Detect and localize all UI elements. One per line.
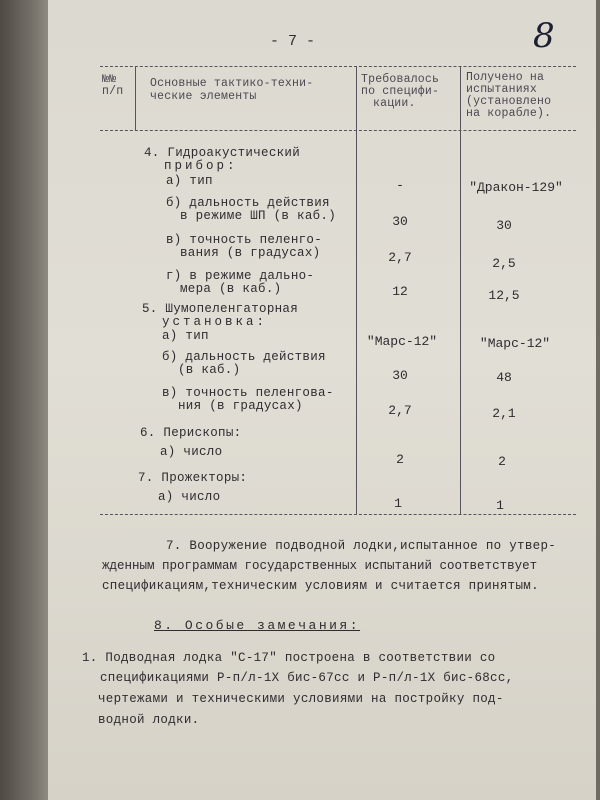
para7-line-2: жденным программам государственных испытаний соответствует: [102, 559, 538, 573]
noise-accuracy-label: в) точность пеленгова-: [162, 386, 334, 400]
noise-accuracy-required: 2,7: [388, 403, 412, 418]
noise-type-required: "Марс-12": [366, 334, 438, 349]
periscopes-count-received: 2: [498, 454, 506, 469]
header-elements-1: Основные тактико-техни-: [150, 77, 314, 90]
noise-type-received: "Марс-12": [479, 336, 551, 351]
handwritten-page-number: 8: [533, 16, 555, 56]
periscopes-count-required: 2: [396, 452, 404, 467]
sonar-type-received: "Дракон-129": [469, 180, 563, 195]
header-received-2: испытаниях: [466, 83, 538, 96]
searchlights-title: 7. Прожекторы:: [138, 471, 248, 485]
table-bottom-rule: [100, 514, 576, 515]
col-divider-num: [135, 66, 136, 130]
sonar-accuracy-label-2: вания (в градусах): [180, 246, 321, 260]
page-number: - 7 -: [270, 33, 316, 50]
sonar-rangefinder-required: 12: [392, 284, 408, 299]
sonar-range-label-2: в режиме ШП (в каб.): [180, 209, 337, 223]
sonar-type-required: -: [396, 178, 404, 193]
noise-range-label-2: (в каб.): [178, 363, 241, 377]
noise-title-2: установка:: [162, 315, 268, 329]
noise-type-label: а) тип: [162, 329, 209, 343]
remark1-line-3: чертежами и техническими условиями на постройку под-: [98, 692, 504, 706]
para7-line-3: спецификациям,техническим условиям и считается принятым.: [102, 579, 539, 593]
remark1-line-2: спецификациями Р-п/л-1Х бис-67сс и Р-п/л-1Х бис-68сс,: [100, 671, 514, 685]
header-required-3: кации.: [373, 97, 416, 110]
noise-title: 5. Шумопеленгаторная: [142, 302, 299, 316]
table-header-rule: [100, 130, 576, 131]
header-required-1: Требовалось: [361, 73, 440, 86]
table-top-rule: [100, 66, 576, 67]
para7-line-1: 7. Вооружение подводной лодки,испытанное по утвер-: [166, 539, 557, 553]
sonar-title-2: прибор:: [164, 159, 238, 173]
header-elements-2: ческие элементы: [150, 90, 257, 103]
noise-accuracy-label-2: ния (в градусах): [178, 399, 303, 413]
sonar-title: 4. Гидроакустический: [144, 146, 301, 160]
searchlights-count-label: а) число: [158, 490, 221, 504]
header-required-2: по специфи-: [361, 85, 440, 98]
sonar-range-received: 30: [496, 218, 512, 233]
header-received-4: на корабле).: [466, 107, 552, 120]
document-page: [48, 0, 596, 800]
section8-title: 8. Особые замечания:: [154, 618, 361, 633]
header-received-1: Получено на: [466, 71, 545, 84]
sonar-rangefinder-label-2: мера (в каб.): [180, 282, 282, 296]
periscopes-count-label: а) число: [160, 445, 223, 459]
noise-range-received: 48: [496, 370, 512, 385]
noise-range-required: 30: [392, 368, 408, 383]
sonar-rangefinder-label: г) в режиме дально-: [166, 269, 315, 283]
header-received-3: (установлено: [466, 95, 552, 108]
remark1-line-4: водной лодки.: [98, 713, 200, 727]
sonar-accuracy-required: 2,7: [388, 250, 412, 265]
sonar-rangefinder-received: 12,5: [488, 288, 520, 303]
sonar-accuracy-received: 2,5: [492, 256, 516, 271]
header-num-1: №№: [102, 73, 117, 86]
header-num-2: п/п: [102, 85, 124, 98]
searchlights-count-required: 1: [394, 496, 402, 511]
noise-range-label: б) дальность действия: [162, 350, 326, 364]
sonar-accuracy-label: в) точность пеленго-: [166, 233, 323, 247]
remark1-line-1: 1. Подводная лодка "С-17" построена в соответствии со: [82, 651, 496, 665]
binding-shadow: [0, 0, 48, 800]
periscopes-title: 6. Перископы:: [140, 426, 242, 440]
sonar-type-label: а) тип: [166, 174, 213, 188]
sonar-range-required: 30: [392, 214, 408, 229]
noise-accuracy-received: 2,1: [492, 406, 516, 421]
sonar-range-label: б) дальность действия: [166, 196, 330, 210]
searchlights-count-received: 1: [496, 498, 504, 513]
